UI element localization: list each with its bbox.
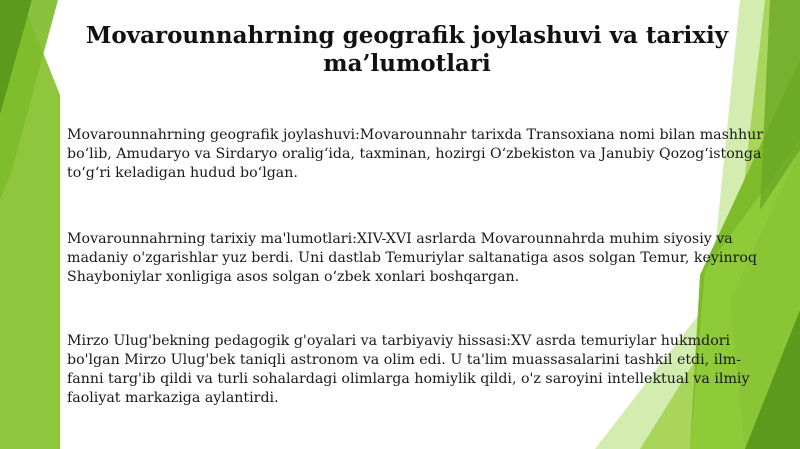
paragraph-geography: Movarounnahrning geografik joylashuvi:Movarounnahr tarixda Transoxiana nomi bilan mashhur bo‘lib, Amudaryo va Sirdaryo oralig‘ida, taxminan, hozirgi O‘zbekiston va Janubiy Qozog‘istonga to‘g‘ri keladigan hudud bo‘lgan. xyxy=(67,127,764,181)
paragraph-history: Movarounnahrning tarixiy ma'lumotlari:XIV-XVI asrlarda Movarounnahrda muhim siyosiy va madaniy o'zgarishlar yuz berdi. Uni dastlab Temuriylar saltanatiga asos solgan Temur, keyinroq Shayboniylar xonligiga asos solgan o‘zbek xonlari boshqargan. xyxy=(67,231,758,285)
slide-title: Movarounnahrning geografik joylashuvi va tarixiy ma’lumotlari xyxy=(85,22,729,77)
paragraph-ulugbek: Mirzo Ulug'bekning pedagogik g'oyalari va tarbiyaviy hissasi:XV asrda temuriylar hukmdori bo'lgan Mirzo Ulug'bek taniqli astronom va olim edi. U ta'lim muassasalarini tashkil etdi, ilm-fanni targ'ib qildi va turli sohalardagi olimlarga homiylik qildi, o'z saroyini intellektual va ilmiy faoliyat markaziga aylantirdi. xyxy=(67,333,750,406)
